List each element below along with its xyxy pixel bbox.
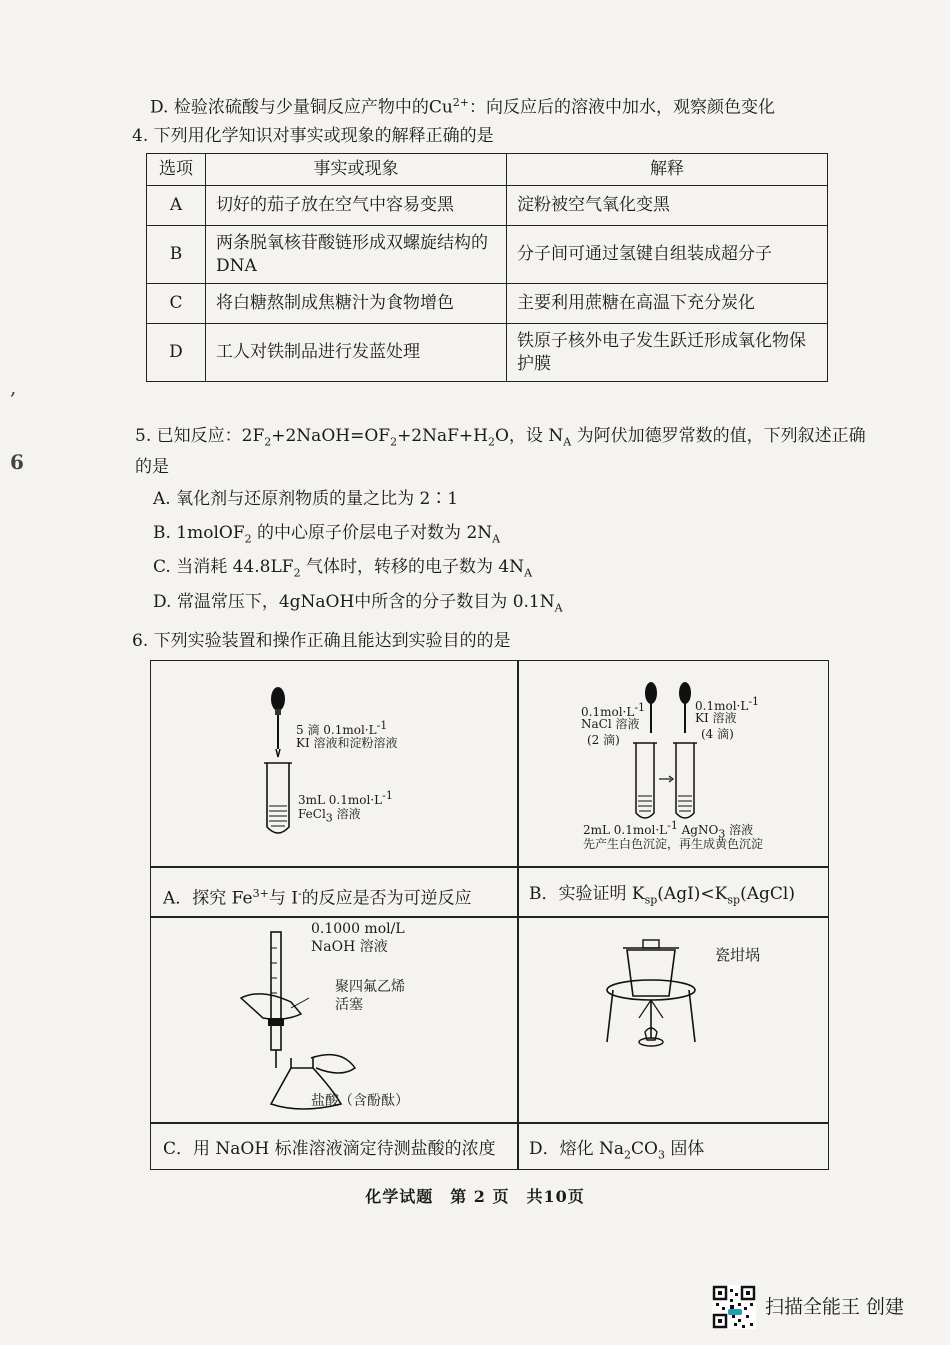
caption-c: C．用 NaOH 标准溶液滴定待测盐酸的浓度	[163, 1139, 496, 1159]
caption-a: A．探究 $Fe^{3+}$与 I-的反应是否为可逆反应	[163, 887, 472, 909]
figure-b	[519, 661, 830, 866]
q5-option-b: B. 1molOF$_2$ 的中心原子价层电子对数为 $2N_A$	[153, 523, 501, 546]
label-nacl-3: (2 滴)	[587, 733, 620, 747]
q6-stem: 6. 下列实验装置和操作正确且能达到实验目的的是	[132, 631, 511, 651]
label-nacl: $0.1mol\cdot L^{-1}$	[581, 701, 646, 719]
label-ki-b-2: KI 溶液	[695, 711, 737, 725]
label-nacl-2: NaCl 溶液	[581, 717, 640, 731]
label-observation: 先产生白色沉淀，再生成黄色沉淀	[583, 837, 764, 851]
q5-stem-cont: 的是	[135, 457, 169, 477]
q4-table	[146, 153, 828, 382]
margin-mark: 6	[10, 450, 24, 474]
figure-c	[151, 918, 517, 1122]
row-fact: 工人对铁制品进行发蓝处理	[206, 324, 507, 382]
header-fact: 事实或现象	[206, 154, 507, 186]
figure-d	[519, 918, 830, 1122]
table-row	[147, 324, 828, 382]
label-agno3: 2mL $0.1mol\cdot L^{-1}$ AgNO$_3$ 溶液	[583, 819, 754, 841]
crucible-heating-icon	[519, 918, 830, 1122]
q5-option-a: A. 氧化剂与还原剂物质的量之比为 2∶1	[153, 489, 459, 509]
row-fact: 切好的茄子放在空气中容易变黑	[206, 186, 507, 226]
table-row	[147, 186, 828, 226]
table-row	[147, 226, 828, 284]
page-footer: 化学试题 第 2 页 共10页	[365, 1187, 585, 1206]
label-ki: 5 滴 $0.1mol\cdot L^{-1}$	[296, 719, 388, 737]
label-hcl: 盐酸（含酚酞）	[311, 1093, 409, 1109]
caption-d: D．熔化 $Na_2CO_3$ 固体	[529, 1139, 705, 1162]
label-ki-2: KI 溶液和淀粉溶液	[296, 736, 398, 750]
q5-option-c: C. 当消耗 $44.8LF_2$ 气体时，转移的电子数为 $4N_A$	[153, 557, 533, 580]
label-fecl3-2: FeCl$_3$ 溶液	[298, 807, 361, 825]
header-explain: 解释	[507, 154, 828, 186]
row-explain: 分子间可通过氢键自组装成超分子	[507, 226, 828, 284]
label-fecl3: 3mL $0.1mol\cdot L^{-1}$	[298, 789, 393, 807]
margin-mark: ,	[10, 375, 17, 399]
q6-apparatus-grid	[150, 660, 829, 1170]
row-explain: 主要利用蔗糖在高温下充分炭化	[507, 284, 828, 324]
qr-code-icon	[712, 1285, 756, 1329]
grid-divider	[151, 1122, 828, 1124]
grid-divider	[151, 866, 828, 868]
table-row	[147, 284, 828, 324]
row-option: D	[147, 324, 206, 382]
row-fact: 两条脱氧核苷酸链形成双螺旋结构的DNA	[206, 226, 507, 284]
q4-stem: 4. 下列用化学知识对事实或现象的解释正确的是	[132, 126, 494, 146]
caption-b: B．实验证明 $K_{sp}(AgI)<K_{sp}(AgCl)$	[529, 884, 795, 907]
label-crucible: 瓷坩埚	[715, 946, 761, 964]
row-explain: 铁原子核外电子发生跃迁形成氧化物保护膜	[507, 324, 828, 382]
table-header-row	[147, 154, 828, 186]
row-option: A	[147, 186, 206, 226]
row-explain: 淀粉被空气氧化变黑	[507, 186, 828, 226]
figure-a	[151, 661, 517, 866]
dropper-tube-a-icon	[151, 661, 517, 866]
row-fact: 将白糖熬制成焦糖汁为食物增色	[206, 284, 507, 324]
label-naoh: NaOH 溶液	[311, 939, 388, 955]
q5-stem: 5. 已知反应：$2F_2+2NaOH=OF_2+2NaF+H_2O$，设 $N_A$ 为阿伏加德罗常数的值，下列叙述正确	[135, 426, 866, 449]
scanner-brand: 扫描全能王 创建	[765, 1296, 905, 1318]
header-option: 选项	[147, 154, 206, 186]
label-ptfe: 聚四氟乙烯	[335, 979, 405, 995]
q3-option-d: D. 检验浓硫酸与少量铜反应产物中的$Cu^{2+}$：向反应后的溶液中加水，观察颜色变化	[150, 96, 776, 118]
label-stopcock: 活塞	[335, 997, 363, 1013]
label-ki-b-3: (4 滴)	[701, 727, 734, 741]
label-naoh-conc: 0.1000 mol/L	[311, 921, 405, 937]
label-ki-b: $0.1mol\cdot L^{-1}$	[695, 695, 760, 713]
q5-option-d: D. 常温常压下，4gNaOH中所含的分子数目为 $0.1N_A$	[153, 592, 563, 615]
row-option: C	[147, 284, 206, 324]
row-option: B	[147, 226, 206, 284]
